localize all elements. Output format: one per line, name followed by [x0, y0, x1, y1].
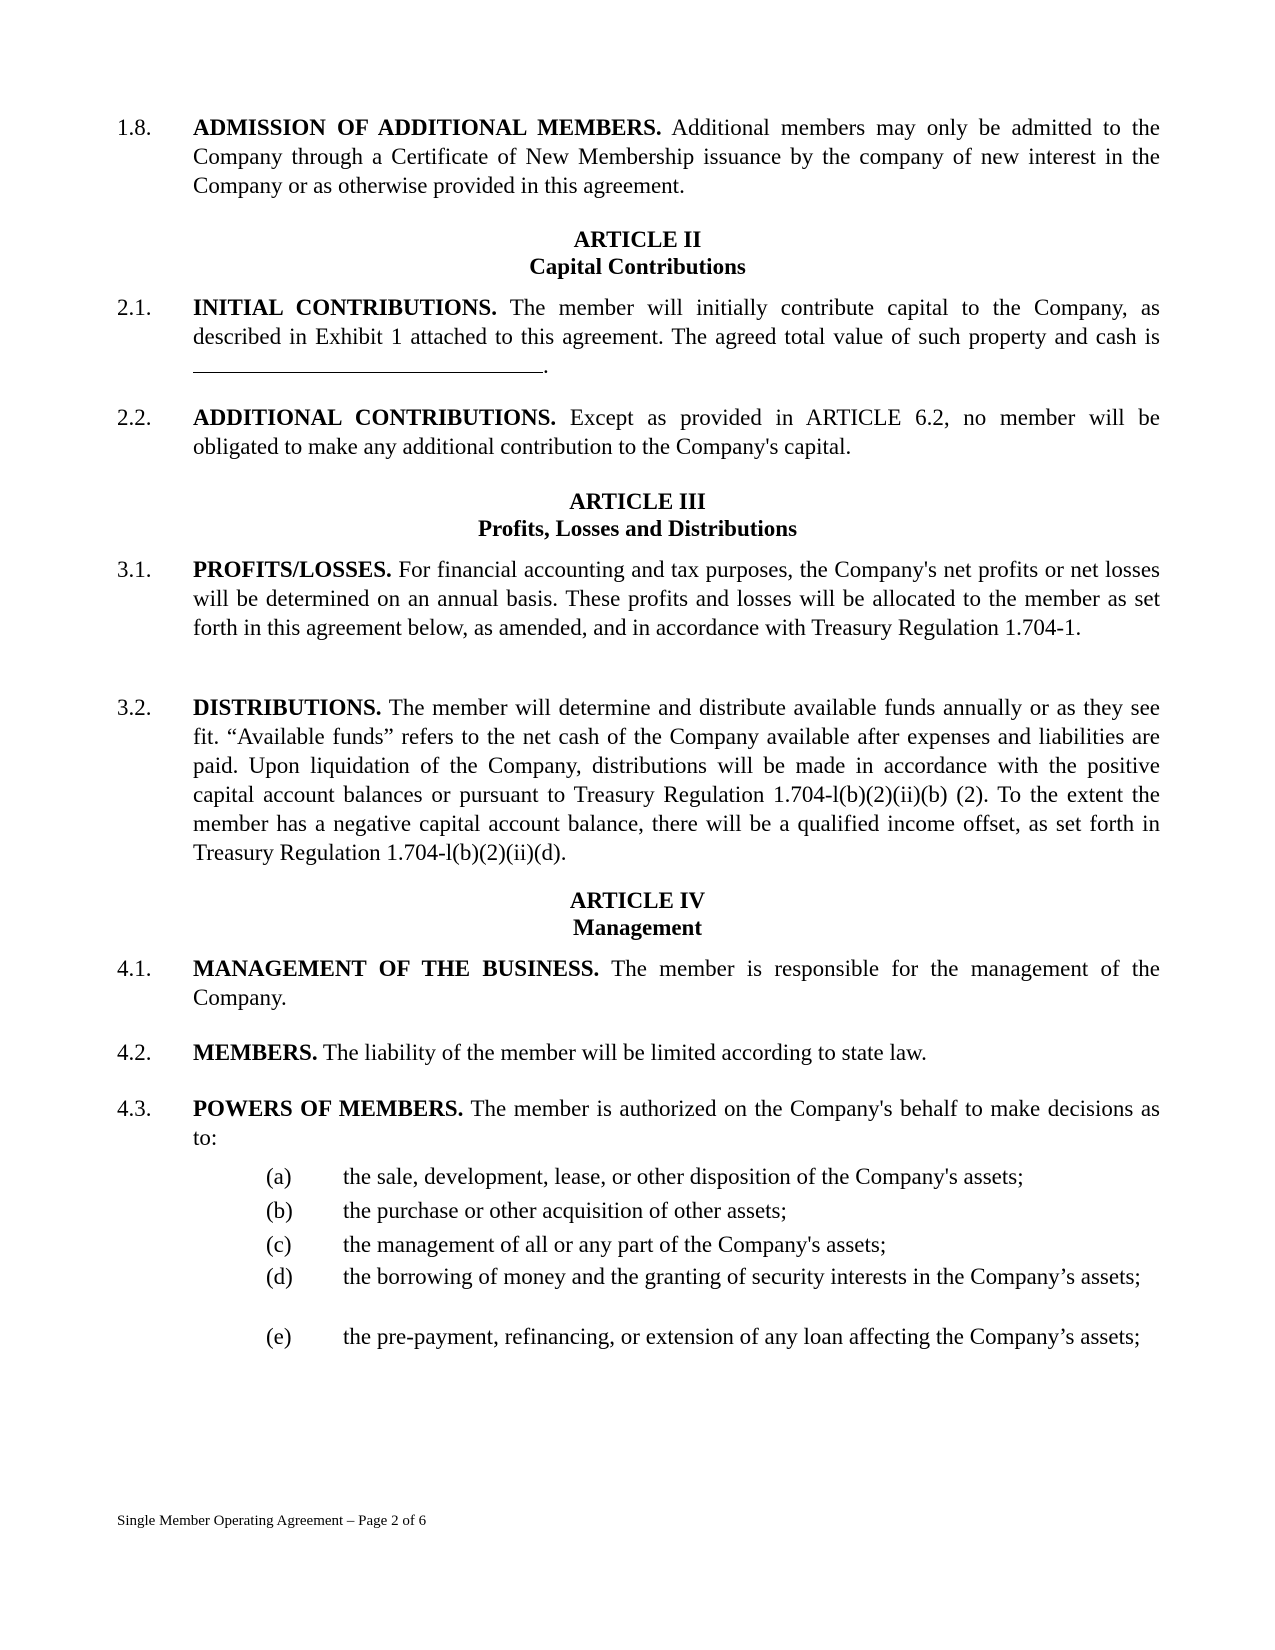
power-letter: (b): [266, 1198, 293, 1223]
section-body: [193, 555, 1160, 642]
section-4-1: [117, 954, 1160, 1012]
power-letter: (e): [266, 1324, 292, 1349]
section-text: The member will determine and distribute available funds annually or as they see fit. “Available funds” refers to the net cash of the Company available after expenses and liabilities are paid. Upon liquidation of the Company, distributions will be made in accordance with the positive capital account balances or pursuant to Treasury Regulation 1.704-l(b)(2)(ii)(b) (2). To the extent the member has a negative capital account balance, there will be a qualified income offset, as set forth in Treasury Regulation 1.704-l(b)(2)(ii)(d).: [193, 695, 1160, 865]
section-body: [193, 293, 1160, 380]
section-4-3: [117, 1094, 1160, 1152]
power-text: the sale, development, lease, or other disposition of the Company's assets;: [343, 1164, 1024, 1189]
section-number: 3.2.: [117, 695, 152, 720]
section-number: 4.2.: [117, 1040, 152, 1065]
section-number: 2.2.: [117, 405, 152, 430]
blank-line[interactable]: [193, 352, 543, 373]
section-3-2: [117, 693, 1160, 867]
section-text: The member is responsible for the management of the Company.: [193, 956, 1160, 1010]
section-body: [193, 1094, 1160, 1152]
section-title: ADDITIONAL CONTRIBUTIONS.: [193, 405, 557, 430]
section-3-1: [117, 555, 1160, 642]
section-text: Except as provided in ARTICLE 6.2, no member will be obligated to make any additional contribution to the Company's capital.: [193, 405, 1160, 459]
power-item: [266, 1262, 1160, 1291]
section-1-8: [117, 113, 1160, 200]
article-4-title: Management: [572, 915, 703, 940]
power-letter: (d): [266, 1264, 293, 1289]
section-text: The member will initially contribute capital to the Company, as described in Exhibit 1 attached to this agreement. The agreed total value of such property and cash is: [193, 295, 1161, 349]
article-3-title: Profits, Losses and Distributions: [477, 516, 798, 541]
section-title: MANAGEMENT OF THE BUSINESS.: [193, 956, 600, 981]
power-text: the management of all or any part of the Company's assets;: [343, 1232, 887, 1257]
section-2-1-text: [117, 293, 1160, 380]
section-end: .: [543, 353, 549, 378]
section-number: 4.3.: [117, 1096, 152, 1121]
section-title: PROFITS/LOSSES.: [193, 557, 392, 582]
power-letter: (c): [266, 1232, 292, 1257]
power-item: [266, 1322, 1160, 1351]
power-text: the purchase or other acquisition of other assets;: [343, 1198, 787, 1223]
section-2-2: [117, 403, 1160, 461]
section-body: [193, 693, 1160, 867]
section-number: 4.1.: [117, 956, 152, 981]
power-item: [266, 1162, 1160, 1191]
section-text: The member is authorized on the Company's behalf to make decisions as to:: [193, 1096, 1160, 1150]
section-text: For financial accounting and tax purposes, the Company's net profits or net losses will be determined on an annual basis. These profits and losses will be allocated to the member as set forth in this agreement below, as amended, and in accordance with Treasury Regulation 1.704-1.: [193, 557, 1160, 640]
article-2-title: Capital Contributions: [529, 254, 746, 279]
section-title: ADMISSION OF ADDITIONAL MEMBERS.: [193, 115, 662, 140]
power-text: the borrowing of money and the granting of security interests in the Company’s assets;: [343, 1264, 1141, 1289]
section-text: Additional members may only be admitted to the Company through a Certificate of New Membership issuance by the company of new interest in the Company or as otherwise provided in this agreement.: [193, 115, 1160, 198]
section-number: 3.1.: [117, 557, 152, 582]
article-3-label: ARTICLE III: [569, 489, 706, 514]
section-4-2: [117, 1038, 1160, 1067]
section-title: POWERS OF MEMBERS.: [193, 1096, 464, 1121]
section-body: [193, 954, 1160, 1012]
article-2-label: ARTICLE II: [573, 227, 702, 252]
power-letter: (a): [266, 1164, 292, 1189]
power-item: [266, 1230, 1160, 1259]
section-text: The liability of the member will be limited according to state law.: [317, 1040, 927, 1065]
section-title: DISTRIBUTIONS.: [193, 695, 382, 720]
section-number: 2.1.: [117, 295, 152, 320]
section-title-spacer: INITIAL CONTRIBUTIONS.: [193, 295, 497, 320]
section-body: [193, 113, 1160, 200]
power-text: the pre-payment, refinancing, or extension of any loan affecting the Company’s assets;: [343, 1324, 1141, 1349]
power-item: [266, 1196, 1160, 1225]
section-body: [193, 403, 1160, 461]
page-footer: Single Member Operating Agreement – Page 2 of 6: [117, 1513, 427, 1529]
section-number: 1.8.: [117, 115, 152, 140]
article-4-label: ARTICLE IV: [569, 888, 706, 913]
section-title: MEMBERS.: [193, 1040, 318, 1065]
section-body: [193, 1038, 1160, 1067]
